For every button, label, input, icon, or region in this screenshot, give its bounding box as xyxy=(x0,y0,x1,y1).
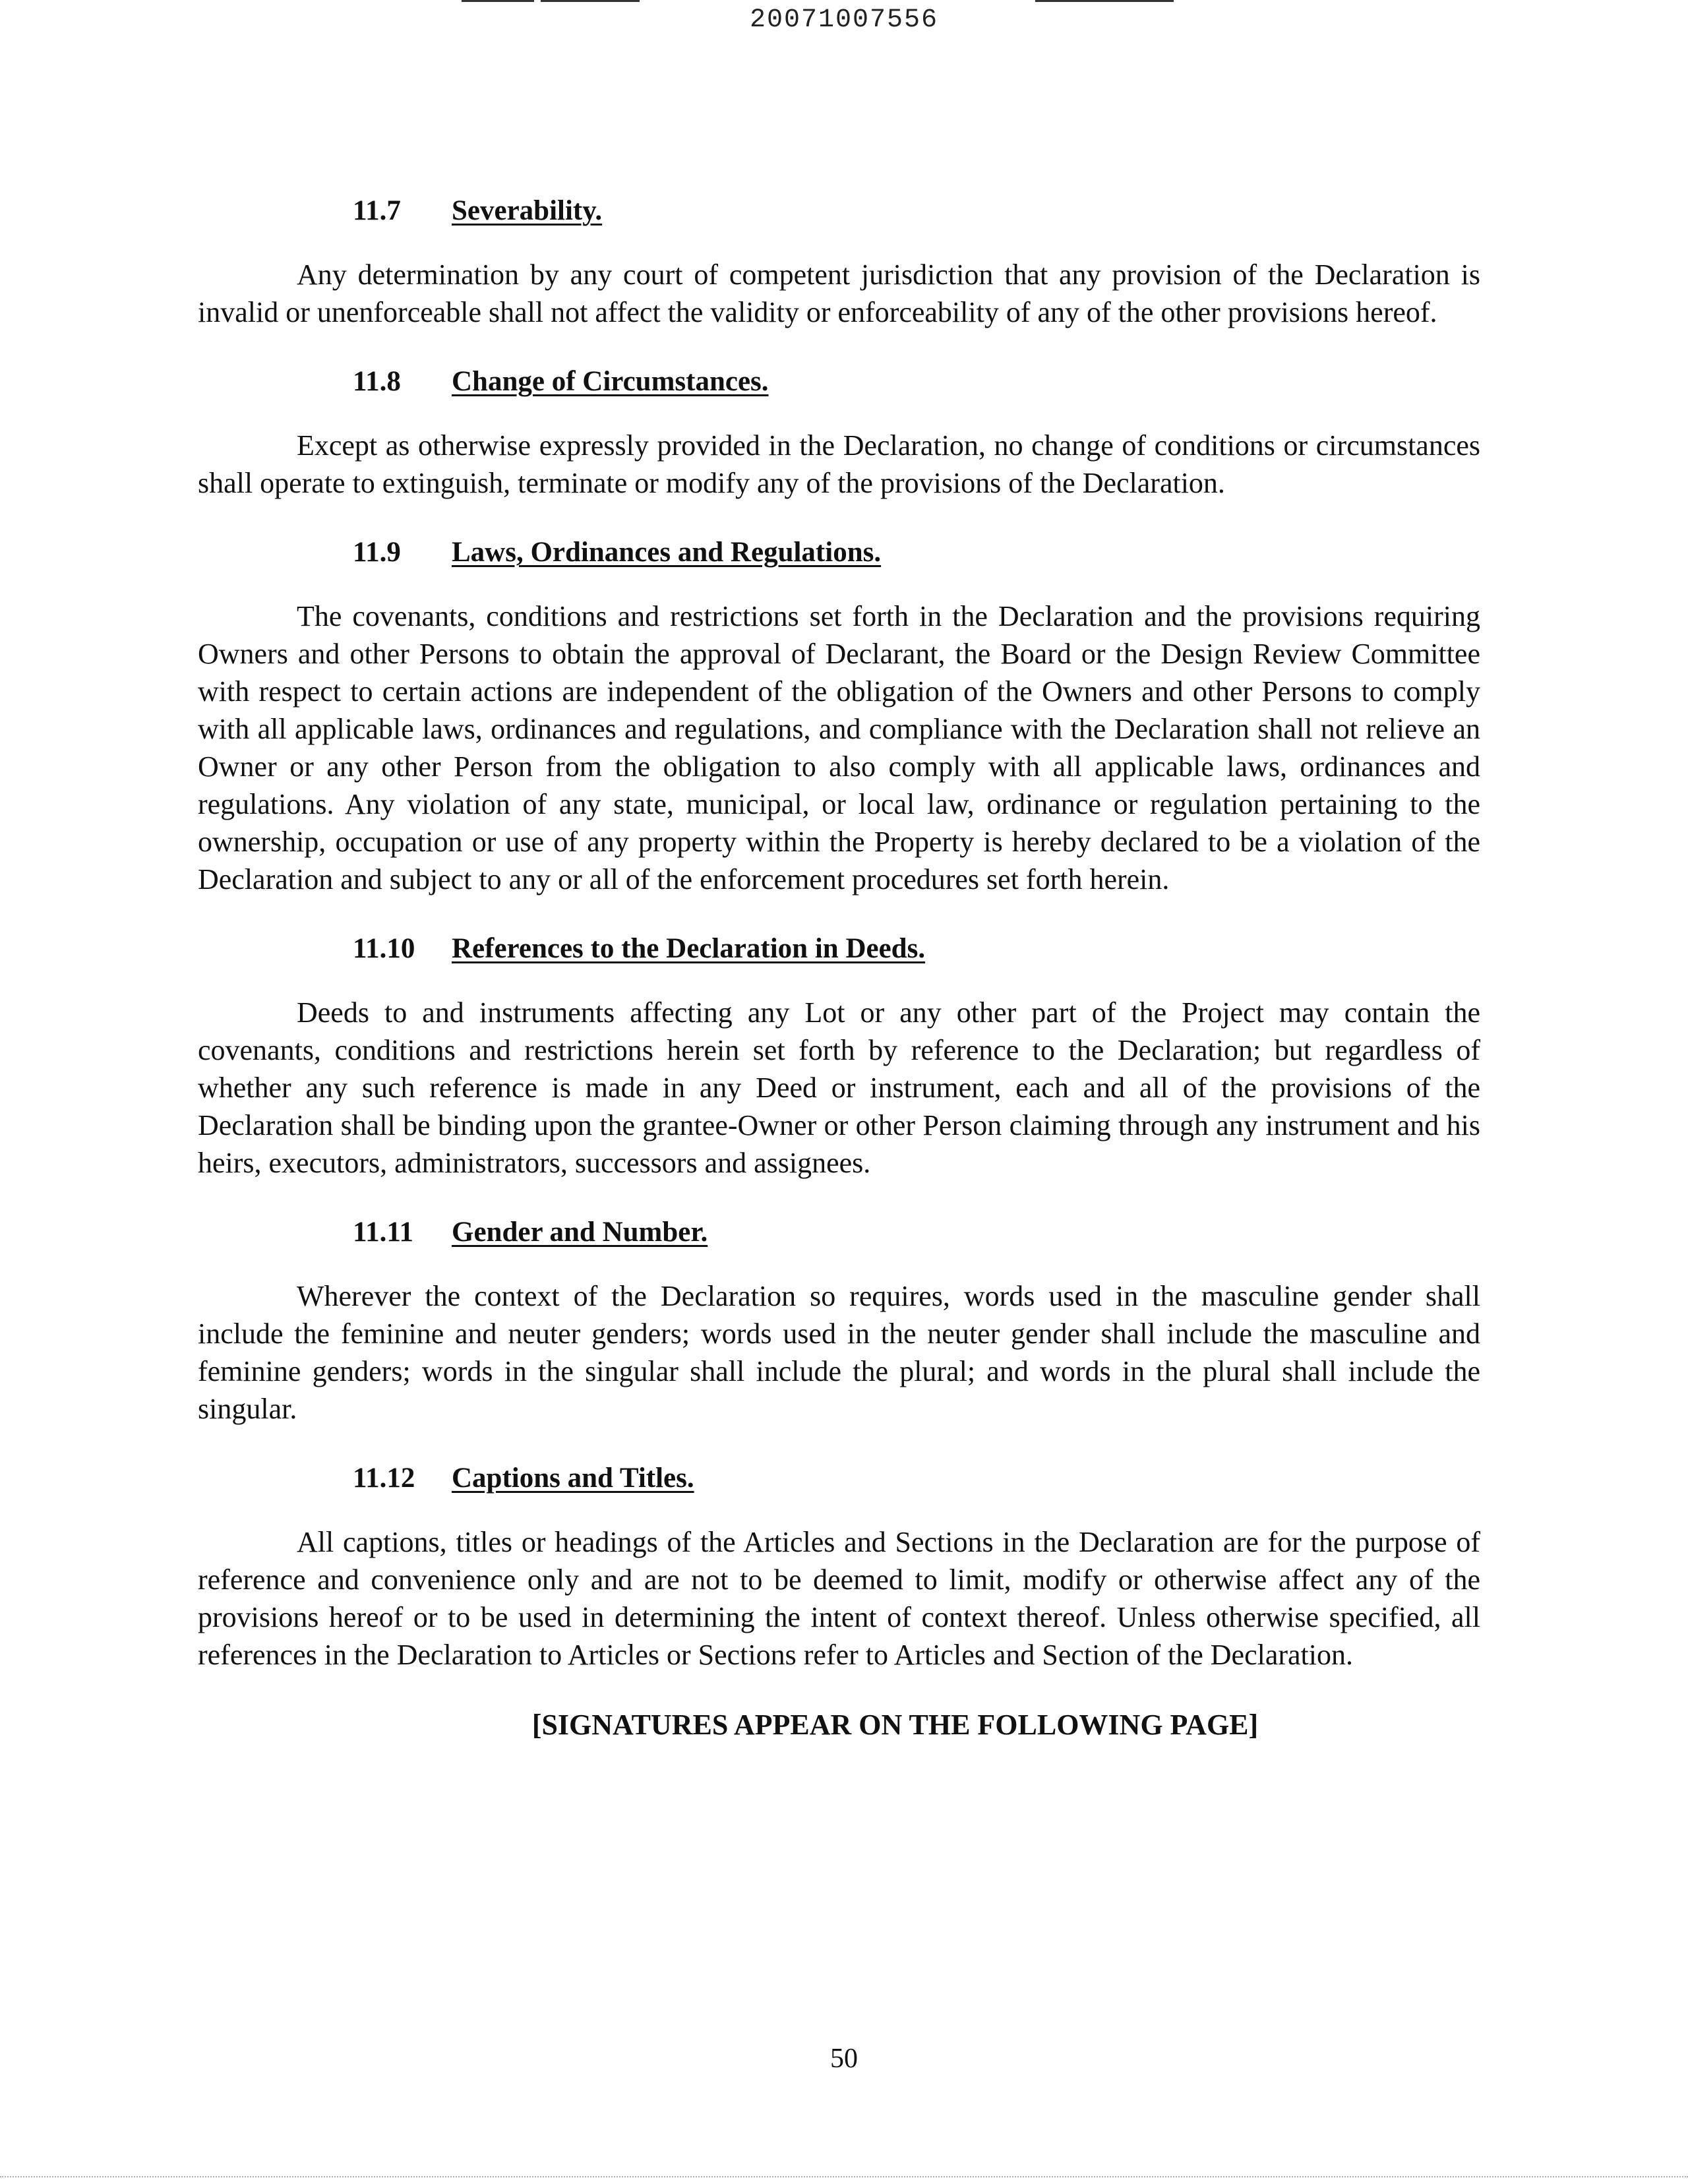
section-heading-11-11 xyxy=(198,1216,1480,1248)
section-number: 11.12 xyxy=(353,1463,415,1494)
section-title: Change of Circumstances. xyxy=(452,366,769,397)
section-title: Severability. xyxy=(452,195,603,226)
section-heading-11-7 xyxy=(198,195,1480,227)
section-number: 11.10 xyxy=(353,933,415,964)
document-number: 20071007556 xyxy=(749,5,939,35)
section-heading-11-8 xyxy=(198,365,1480,398)
signatures-notice: [SIGNATURES APPEAR ON THE FOLLOWING PAGE] xyxy=(531,1709,1259,1741)
top-rule-left xyxy=(462,0,534,2)
page-number: 50 xyxy=(830,2044,858,2074)
section-number: 11.7 xyxy=(353,195,401,226)
section-number: 11.9 xyxy=(353,537,401,568)
section-body-11-11: Wherever the context of the Declaration so requires, words used in the masculine gender shall include the feminine and neuter genders; words used in the neuter gender shall include the masculine and feminine genders; words in the singular shall include the plural; and words in the plural shall include the singular. xyxy=(198,1280,1480,1425)
section-title: Gender and Number. xyxy=(452,1217,708,1248)
section-number: 11.11 xyxy=(353,1217,414,1248)
top-rule-center xyxy=(541,0,640,2)
section-title: Laws, Ordinances and Regulations. xyxy=(452,537,882,568)
section-heading-11-10 xyxy=(198,932,1480,965)
section-body-11-12: All captions, titles or headings of the Articles and Sections in the Declaration are for the purpose of reference and convenience only and are not to be deemed to limit, modify or otherwise affect any of the provisions hereof or to be used in determining the intent of context thereof. Unless otherwise specified, all references in the Declaration to Articles or Sections refer to Articles and Section of the Declaration. xyxy=(198,1526,1480,1671)
section-body-11-10: Deeds to and instruments affecting any Lot or any other part of the Project may contain the covenants, conditions and restrictions herein set forth by reference to the Declaration; but regardless of whether any such reference is made in any Deed or instrument, each and all of the provisions of the Declaration shall be binding upon the grantee-Owner or other Person claiming through any instrument and his heirs, executors, administrators, successors and assignees. xyxy=(198,996,1480,1179)
section-title: References to the Declaration in Deeds. xyxy=(452,933,926,964)
section-number: 11.8 xyxy=(353,366,401,397)
section-heading-11-12 xyxy=(198,1462,1480,1494)
section-title: Captions and Titles. xyxy=(452,1463,694,1494)
scan-edge-artifact xyxy=(0,2176,1688,2180)
section-body-11-8: Except as otherwise expressly provided in the Declaration, no change of conditions or circumstances shall operate to extinguish, terminate or modify any of the provisions of the Declaration. xyxy=(198,429,1480,499)
document-body xyxy=(198,195,1480,1742)
section-body-11-9: The covenants, conditions and restrictions set forth in the Declaration and the provisions requiring Owners and other Persons to obtain the approval of Declarant, the Board or the Design Review Committee with respect to certain actions are independent of the obligation of the Owners and other Persons to comply with all applicable laws, ordinances and regulations, and compliance with the Declaration shall not relieve an Owner or any other Person from the obligation to also comply with all applicable laws, ordinances and regulations. Any violation of any state, municipal, or local law, ordinance or regulation pertaining to the ownership, occupation or use of any property within the Property is hereby declared to be a violation of the Declaration and subject to any or all of the enforcement procedures set forth herein. xyxy=(198,600,1480,895)
section-body-11-7: Any determination by any court of competent jurisdiction that any provision of the Declaration is invalid or unenforceable shall not affect the validity or enforceability of any of the other provisions hereof. xyxy=(198,258,1480,328)
top-rule-right xyxy=(1035,0,1174,2)
section-heading-11-9 xyxy=(198,536,1480,568)
